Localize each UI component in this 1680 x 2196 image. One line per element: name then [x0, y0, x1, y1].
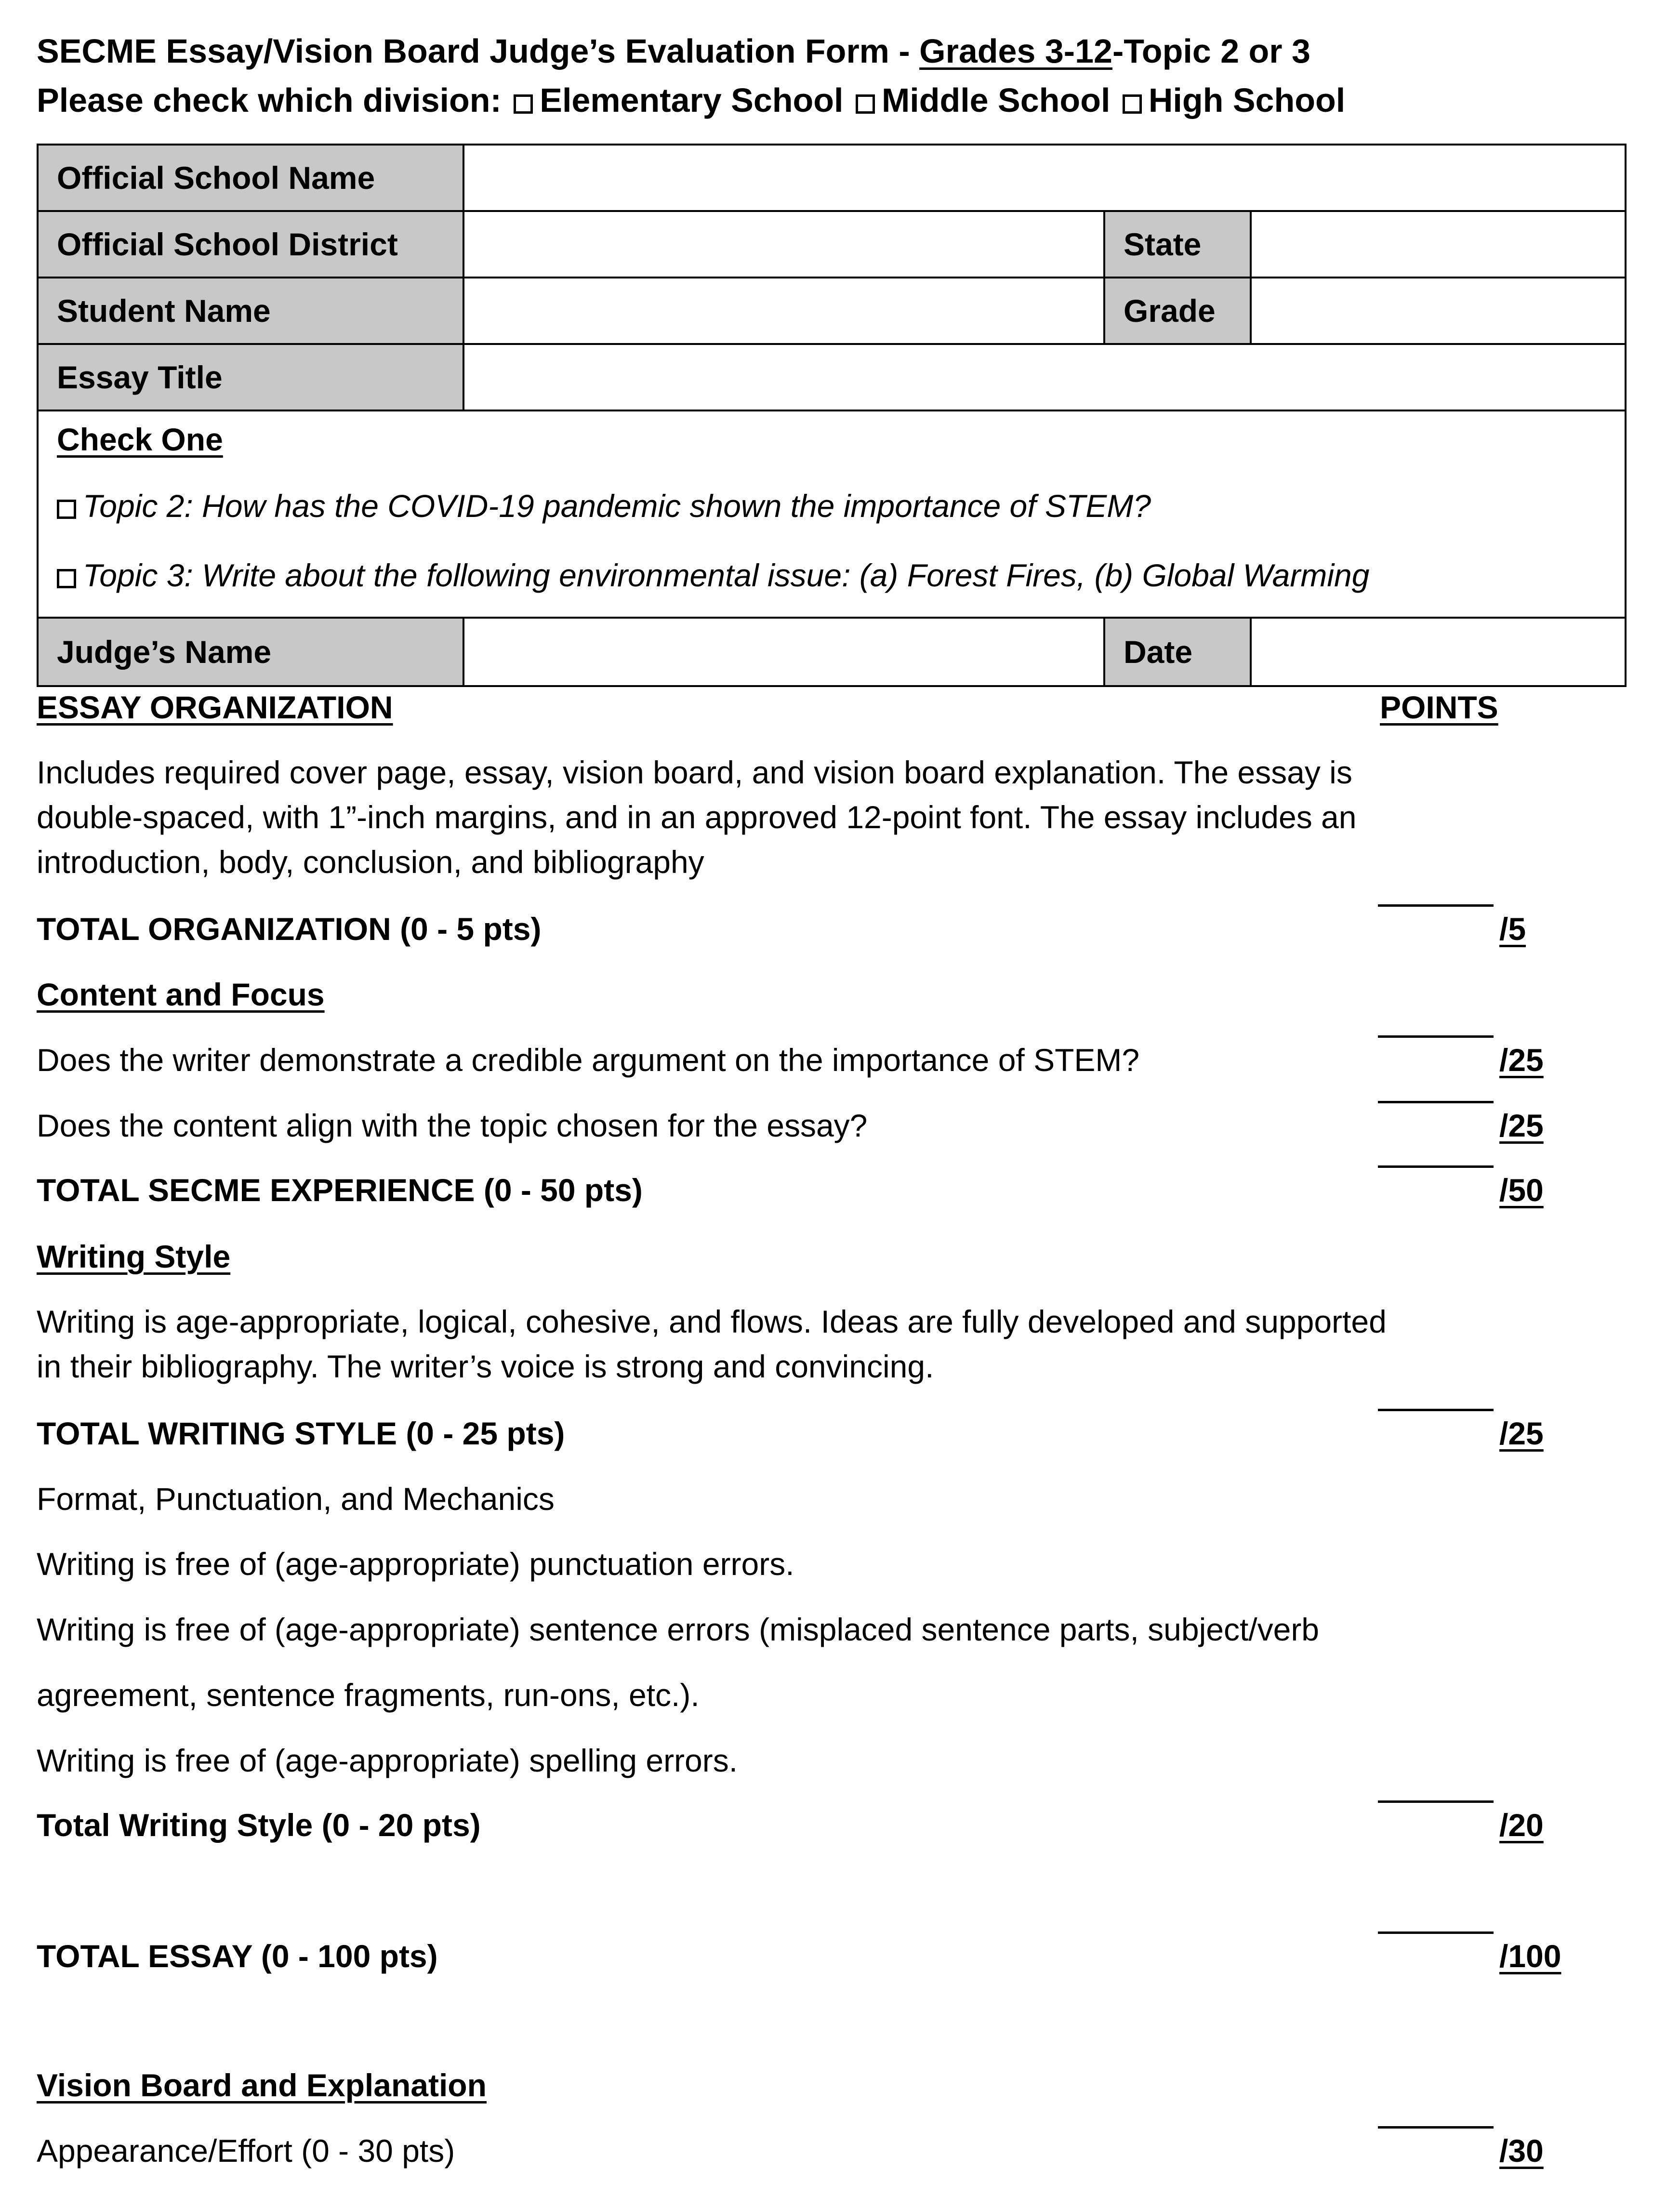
- student-name-field[interactable]: [463, 278, 1103, 343]
- org-desc-line-2: double-spaced, with 1”-inch margins, and in an approved 12-point font. The essay includes an: [37, 799, 1357, 835]
- division-label: Please check which division:: [37, 81, 502, 119]
- writing-desc-line-1: Writing is age-appropriate, logical, cohesive, and flows. Ideas are fully developed and supported: [37, 1304, 1387, 1339]
- format-line-1: Writing is free of (age-appropriate) punctuation errors.: [37, 1546, 794, 1582]
- writing-heading: Writing Style: [37, 1239, 231, 1274]
- state-field[interactable]: [1250, 212, 1625, 277]
- total-essay-label: TOTAL ESSAY (0 - 100 pts): [37, 1938, 438, 1974]
- essay-title-row: [39, 345, 1625, 411]
- grade-label: Grade: [1103, 278, 1250, 343]
- format-line-3: agreement, sentence fragments, run-ons, etc.).: [37, 1677, 700, 1713]
- appearance-label: Appearance/Effort (0 - 30 pts): [37, 2133, 455, 2169]
- division-line: [37, 81, 1345, 119]
- total-secme-label: TOTAL SECME EXPERIENCE (0 - 50 pts): [37, 1172, 643, 1208]
- middle-checkbox[interactable]: [856, 94, 875, 114]
- content-q1-blank[interactable]: [1378, 1035, 1494, 1038]
- total-writing-label: TOTAL WRITING STYLE (0 - 25 pts): [37, 1415, 565, 1451]
- essay-title-label: Essay Title: [39, 345, 463, 410]
- org-desc-line-1: Includes required cover page, essay, vision board, and vision board explanation. The essay is: [37, 754, 1352, 790]
- format-line-2: Writing is free of (age-appropriate) sentence errors (misplaced sentence parts, subject/verb: [37, 1612, 1320, 1647]
- total-secme-max: /50: [1499, 1172, 1544, 1208]
- district-field[interactable]: [463, 212, 1103, 277]
- appearance-max: /30: [1499, 2133, 1544, 2169]
- judge-row: [39, 619, 1625, 685]
- content-q1-max: /25: [1499, 1042, 1544, 1078]
- school-name-field[interactable]: [463, 146, 1625, 210]
- date-label: Date: [1103, 619, 1250, 685]
- total-format-label: Total Writing Style (0 - 20 pts): [37, 1807, 481, 1843]
- total-format-max: /20: [1499, 1807, 1544, 1843]
- school-name-label: Official School Name: [39, 146, 463, 210]
- state-label: State: [1103, 212, 1250, 277]
- total-format-blank[interactable]: [1378, 1800, 1494, 1803]
- district-row: [39, 212, 1625, 278]
- student-name-label: Student Name: [39, 278, 463, 343]
- vision-heading: Vision Board and Explanation: [37, 2067, 487, 2103]
- topic2-option[interactable]: [54, 488, 1151, 524]
- total-writing-blank[interactable]: [1378, 1409, 1494, 1411]
- total-org-max: /5: [1499, 911, 1526, 947]
- grade-field[interactable]: [1250, 278, 1625, 343]
- total-secme-blank[interactable]: [1378, 1165, 1494, 1168]
- info-table: [37, 144, 1627, 687]
- check-one-label: Check One: [57, 422, 223, 457]
- essay-title-field[interactable]: [463, 345, 1625, 410]
- topic2-checkbox[interactable]: [57, 500, 76, 519]
- judge-name-field[interactable]: [463, 619, 1103, 685]
- total-essay-max: /100: [1499, 1938, 1561, 1974]
- high-checkbox[interactable]: [1123, 94, 1142, 114]
- title-grades: Grades 3-12: [919, 32, 1112, 70]
- total-org-blank[interactable]: [1378, 904, 1494, 907]
- topic-check-row: [39, 411, 1625, 619]
- content-heading: Content and Focus: [37, 977, 325, 1012]
- school-name-row: [39, 146, 1625, 212]
- total-essay-blank[interactable]: [1378, 1931, 1494, 1934]
- total-org-label: TOTAL ORGANIZATION (0 - 5 pts): [37, 911, 542, 947]
- student-row: [39, 278, 1625, 345]
- format-line-4: Writing is free of (age-appropriate) spelling errors.: [37, 1743, 738, 1778]
- title-suffix: -Topic 2 or 3: [1112, 32, 1310, 70]
- essay-org-heading: ESSAY ORGANIZATION: [37, 689, 393, 725]
- total-writing-max: /25: [1499, 1415, 1544, 1451]
- topic3-checkbox[interactable]: [57, 569, 76, 588]
- org-desc-line-3: introduction, body, conclusion, and bibliography: [37, 844, 704, 880]
- division-high: High School: [1148, 81, 1346, 119]
- content-q2-max: /25: [1499, 1108, 1544, 1143]
- topic2-text: Topic 2: How has the COVID-19 pandemic shown the importance of STEM?: [83, 488, 1151, 524]
- division-elementary: Elementary School: [540, 81, 844, 119]
- form-title: [37, 32, 1310, 70]
- division-middle: Middle School: [881, 81, 1111, 119]
- writing-desc-line-2: in their bibliography. The writer’s voice is strong and convincing.: [37, 1349, 934, 1384]
- district-label: Official School District: [39, 212, 463, 277]
- content-q1: Does the writer demonstrate a credible argument on the importance of STEM?: [37, 1042, 1140, 1078]
- format-heading: Format, Punctuation, and Mechanics: [37, 1481, 555, 1517]
- appearance-blank[interactable]: [1378, 2126, 1494, 2129]
- elementary-checkbox[interactable]: [514, 94, 533, 114]
- date-field[interactable]: [1250, 619, 1625, 685]
- points-heading: POINTS: [1380, 689, 1498, 725]
- topic3-option[interactable]: [54, 557, 1369, 594]
- content-q2-blank[interactable]: [1378, 1101, 1494, 1103]
- content-q2: Does the content align with the topic chosen for the essay?: [37, 1108, 868, 1143]
- topic3-text: Topic 3: Write about the following environmental issue: (a) Forest Fires, (b) Global Warming: [83, 557, 1370, 593]
- title-prefix: SECME Essay/Vision Board Judge’s Evaluation Form -: [37, 32, 920, 70]
- judge-name-label: Judge’s Name: [39, 619, 463, 685]
